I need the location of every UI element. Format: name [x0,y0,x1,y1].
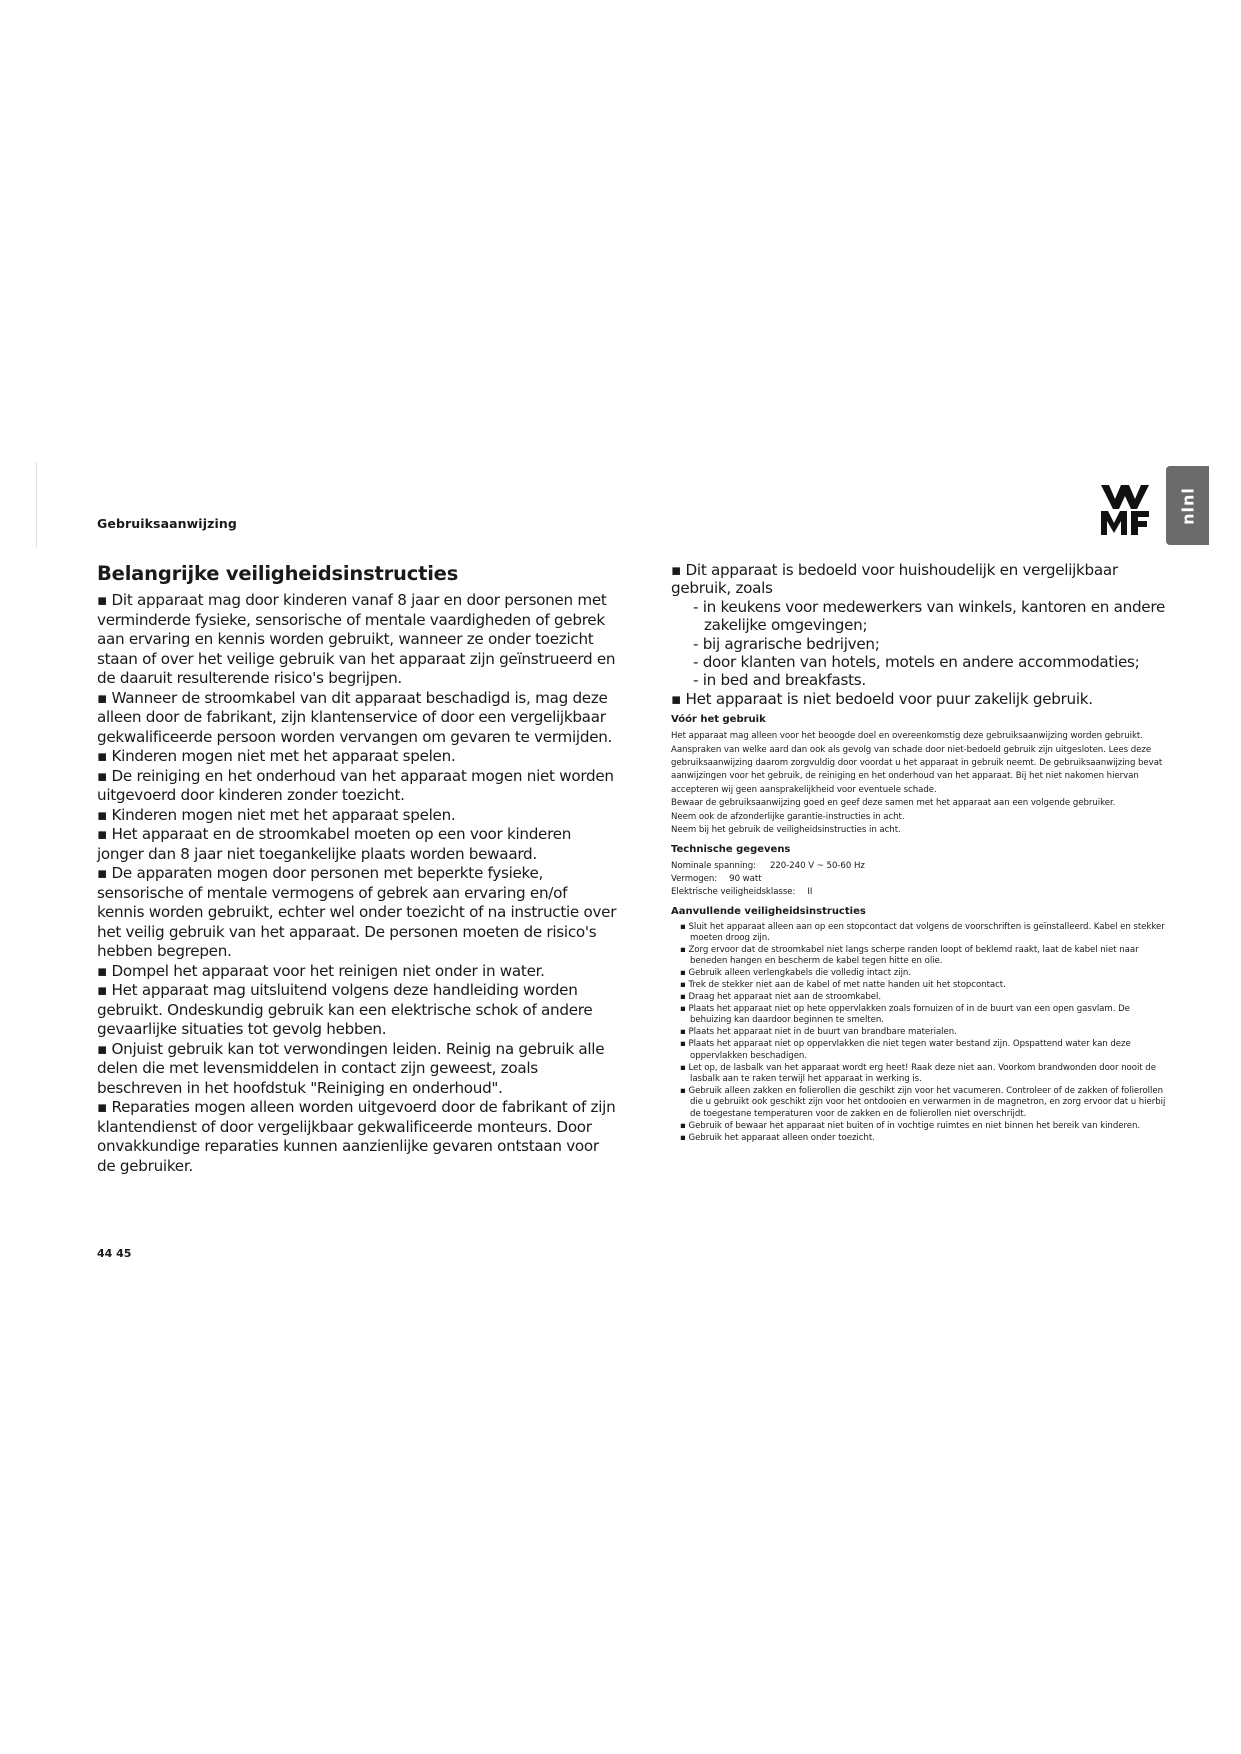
paragraph: Bewaar de gebruiksaanwijzing goed en geef deze samen met het apparaat aan een volgende gebruiker. [671,798,1116,809]
list-item: ▪ De reiniging en het onderhoud van het apparaat mogen niet worden uitgevoerd door kinderen zonder toezicht. [97,766,614,804]
spec-label: Nominale spanning: [671,860,756,871]
sub-list-item: - in bed and breakfasts. [693,671,866,690]
paragraph: Neem ook de afzonderlijke garantie-instructies in acht. [671,811,905,822]
list-item: ▪ Draag het apparaat niet aan de stroomkabel. [680,992,882,1003]
margin-rule [36,462,37,548]
list-item: ▪ Plaats het apparaat niet op hete oppervlakken zoals fornuizen of in de buurt van een open gasvlam. De behuizing kan daardoor beginnen te smelten. [680,1004,1130,1026]
list-item: ▪ Het apparaat is niet bedoeld voor puur zakelijk gebruik. [671,689,1093,708]
intended-use-sublist [671,598,1166,690]
intended-use-list [671,561,1166,708]
list-item: ▪ Gebruik het apparaat alleen onder toezicht. [680,1132,875,1143]
list-item: ▪ De apparaten mogen door personen met beperkte fysieke, sensorische of mentale vermogens of gebrek aan ervaring en/of kennis worden gebruikt, echter wel onder toezicht of na instructie over het veilig gebruik van het apparaat. De personen moeten de risico's hebben begrepen. [97,864,617,960]
spec-value: II [807,887,813,898]
before-use-heading: Vóór het gebruik [671,714,766,726]
spec-row [671,860,1166,873]
tech-data-heading: Technische gegevens [671,843,791,855]
paragraph: Het apparaat mag alleen voor het beoogde doel en overeenkomstig deze gebruiksaanwijzing worden gebruikt. Aanspraken van welke aard dan ook als gevolg van schade door niet-bedoeld gebruik zijn uitgesloten. Lees deze gebruiksaanwijzing daarom zorgvuldig door voordat u het apparaat in gebruik neemt. De gebruiksaanwijzing bevat aanwijzingen voor het gebruik, de reiniging en het onderhoud van het apparaat. Bij het niet nakomen hiervan accepteren wij geen aansprakelijkheid voor eventuele schade. [671,731,1163,795]
list-item: ▪ Let op, de lasbalk van het apparaat wordt erg heet! Raak deze niet aan. Voorkom brandwonden door nooit de lasbalk aan te raken terwijl het apparaat in werking is. [680,1062,1156,1084]
right-column [671,561,1166,1144]
list-item: ▪ Kinderen mogen niet met het apparaat spelen. [97,747,456,765]
tech-data [671,860,1166,900]
list-item: ▪ Wanneer de stroomkabel van dit apparaat beschadigd is, mag deze alleen door de fabrikant, zijn klantenservice of door een vergelijkbaar gekwalificeerde persoon worden vervangen om gevaren te vermijden. [97,688,613,746]
section-label: Gebruiksaanwijzing [97,516,237,531]
safety-list [97,591,617,1176]
list-item [671,561,1166,690]
list-item: ▪ Plaats het apparaat niet op oppervlakken die niet tegen water bestand zijn. Opspattend water kan deze oppervlakken beschadigen. [680,1039,1131,1061]
page-numbers: 44 45 [97,1247,132,1260]
list-item: ▪ Sluit het apparaat alleen aan op een stopcontact dat volgens de voorschriften is geïnstalleerd. Kabel en stekker moeten droog zijn. [680,921,1165,944]
list-item: ▪ Reparaties mogen alleen worden uitgevoerd door de fabrikant of zijn klantendienst of door vergelijkbaar gekwalificeerde monteurs. Door onvakkundige reparaties kunnen aanzienlijke gevaren ontstaan voor de gebruiker. [97,1098,616,1175]
language-tab-label: nlnl [1178,486,1197,525]
spec-row [671,873,1166,886]
spec-row [671,886,1166,899]
list-item: ▪ Dit apparaat mag door kinderen vanaf 8 jaar en door personen met verminderde fysieke, sensorische of mentale vaardigheden of gebrek aan ervaring en kennis worden gebruikt, wanneer ze onder toezicht staan of over het veilige gebruik van het apparaat zijn geïnstrueerd en de daaruit resulterende risico's begrijpen. [97,591,616,687]
list-item: ▪ Dompel het apparaat voor het reinigen niet onder in water. [97,961,545,980]
list-item: ▪ Plaats het apparaat niet in de buurt van brandbare materialen. [680,1027,957,1038]
sub-list-item: - door klanten van hotels, motels en andere accommodaties; [693,653,1140,672]
wmf-logo [1100,483,1150,537]
spec-value: 220-240 V ~ 50-60 Hz [769,860,865,871]
list-item: ▪ Het apparaat mag uitsluitend volgens deze handleiding worden gebruikt. Ondeskundig gebruik kan een elektrische schok of andere gevaarlijke situaties tot gevolg hebben. [97,981,593,1038]
left-column [97,562,617,1176]
spec-label: Elektrische veiligheidsklasse: [671,887,796,898]
list-item: ▪ Kinderen mogen niet met het apparaat spelen. [97,805,456,824]
list-item: ▪ Het apparaat en de stroomkabel moeten op een voor kinderen jonger dan 8 jaar niet toegankelijke plaats worden bewaard. [97,825,572,863]
list-item: ▪ Onjuist gebruik kan tot verwondingen leiden. Reinig na gebruik alle delen die met levensmiddelen in contact zijn geweest, zoals beschreven in het hoofdstuk "Reiniging en onderhoud". [97,1039,605,1097]
list-item: ▪ Gebruik alleen zakken en folierollen die geschikt zijn voor het vacumeren. Controleer of de zakken of folierollen die u gebruikt ook geschikt zijn voor het ontdooien en verwarmen in de magnetron, en zorg ervoor dat u hierbij de toegestane temperaturen voor de zakken en de folierollen niet overschrijdt. [680,1085,1166,1119]
spec-label: Vermogen: [671,873,718,884]
list-item: ▪ Gebruik of bewaar het apparaat niet buiten of in vochtige ruimtes en niet binnen het bereik van kinderen. [680,1120,1141,1131]
additional-heading: Aanvullende veiligheidsinstructies [671,905,866,917]
paragraph: Neem bij het gebruik de veiligheidsinstructies in acht. [671,825,901,836]
list-item: ▪ Trek de stekker niet aan de kabel of met natte handen uit het stopcontact. [680,980,1006,991]
sub-list-item: - in keukens voor medewerkers van winkels, kantoren en andere zakelijke omgevingen; [693,597,1166,635]
intended-use-text: ▪ Dit apparaat is bedoeld voor huishoudelijk en vergelijkbaar gebruik, zoals [671,561,1118,598]
language-tab [1166,466,1209,545]
list-item: ▪ Gebruik alleen verlengkabels die volledig intact zijn. [680,968,911,979]
before-use-text [671,730,1166,837]
sub-list-item: - bij agrarische bedrijven; [693,634,880,653]
list-item: ▪ Zorg ervoor dat de stroomkabel niet langs scherpe randen loopt of beklemd raakt, laat de kabel niet naar beneden hangen en bescherm de kabel tegen hitte en olie. [680,945,1139,967]
page-title: Belangrijke veiligheidsinstructies [97,562,459,585]
spec-value: 90 watt [729,873,762,884]
additional-list [671,922,1166,1144]
